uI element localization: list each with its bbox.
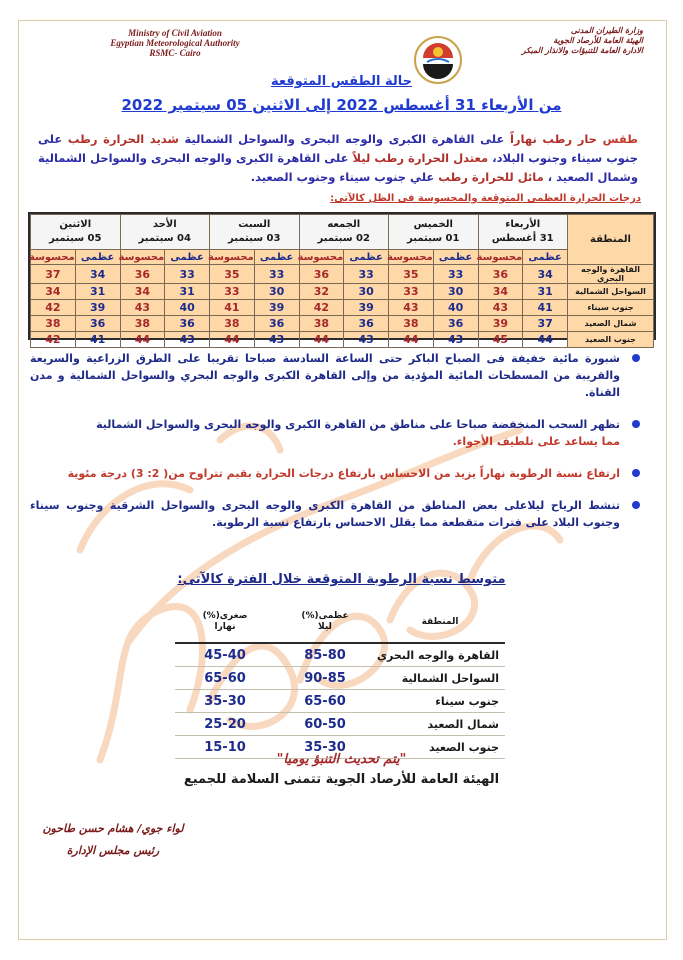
temp-table-caption: درجات الحرارة العظمى المتوقعة والمحسوسة فى الظل كالآتى: [330,193,641,204]
region-cell: جنوب سيناء [568,300,654,316]
felt-temp-cell: 36 [120,265,165,284]
note-item [30,350,642,401]
max-temp-cell: 43 [344,332,389,348]
day-name: السبت [238,219,271,230]
day-date: 03 سبتمبر [228,233,281,244]
update-note: "يتم تحديث التنبؤ يوميا" [276,752,407,767]
max-temp-cell: 33 [433,265,478,284]
max-temp-cell: 41 [523,300,568,316]
desc-part: على القاهرة الكبرى والوجه البحرى والسواحل الشمالية وشمال الصعيد ، [38,151,638,184]
felt-temp-cell: 35 [210,265,255,284]
day-name: الاثنين [59,219,92,230]
max-temp-cell: 41 [75,332,120,348]
max-temp-cell: 33 [344,265,389,284]
region-header: المنطقة [568,215,654,265]
day-name: الجمعه [327,219,361,230]
felt-temp-cell: 43 [389,300,434,316]
day-date: 05 سبتمبر [49,233,102,244]
max-temp-cell: 40 [165,300,210,316]
temperature-grid [30,214,654,348]
max-temp-cell: 44 [523,332,568,348]
felt-temp-cell: 38 [31,316,76,332]
header-en-line: Egyptian Meteorological Authority [110,38,240,48]
note-item [30,465,642,482]
safety-wish: الهيئة العامة للأرصاد الجوية تتمنى السلامة للجميع [183,772,500,787]
max-temp-cell: 40 [433,300,478,316]
max-temp-cell: 36 [165,316,210,332]
felt-temp-cell: 42 [31,300,76,316]
humidity-min: 65-60 [175,667,275,690]
max-temp-cell: 30 [344,284,389,300]
max-temp-cell: 36 [433,316,478,332]
felt-temp-cell: 39 [478,316,523,332]
day-header [31,215,121,250]
humidity-min-header [175,602,275,643]
humidity-max: 65-60 [275,690,375,713]
note-text: شبورة مائية خفيفة فى الصباح الباكر حتى الساعة السادسة صباحا تقريبا على الطرق الزراعية والسريعة والقريبة من المسطحات المائية المؤدية من وإلى القاهرة الكبرى والوجه البحري والسواحل الشمالية و مدن القناة. [30,352,620,399]
bullet-dot-icon [632,501,640,509]
max-label: عظمى [165,250,210,265]
desc-part: مائل للحرارة رطب [438,170,544,184]
max-label: عظمى [523,250,568,265]
humidity-table [175,602,505,759]
signature-title: رئيس مجلس الإدارة [66,844,160,857]
humidity-max: 90-85 [275,667,375,690]
header-en-line: RSMC- Cairo [149,48,201,58]
forecast-period: من الأربعاء 31 أغسطس 2022 إلى الاثنين 05 سبتمبر 2022 [121,96,562,114]
humidity-max: 60-50 [275,713,375,736]
table-row [31,300,654,316]
felt-temp-cell: 34 [31,284,76,300]
day-name: الأحد [152,219,177,230]
humidity-region: شمال الصعيد [375,713,505,736]
max-temp-cell: 36 [344,316,389,332]
day-name: الخميس [413,219,453,230]
day-date: 01 سبتمبر [407,233,460,244]
desc-part: على جنوب سيناء وجنوب البلاد، [38,132,638,165]
header-ar [443,26,643,56]
day-header [210,215,300,250]
desc-part: معتدل الحرارة رطب ليلاً [352,151,489,165]
max-label: عظمى [75,250,120,265]
max-temp-cell: 30 [433,284,478,300]
note-text: تظهر السحب المنخفضة صباحا على مناطق من القاهرة الكبرى والوجه البحرى والسواحل الشمالية [96,418,620,431]
humidity-region: جنوب الصعيد [375,736,505,759]
table-row [175,667,505,690]
max-temp-cell: 31 [165,284,210,300]
felt-temp-cell: 34 [120,284,165,300]
humidity-min: 35-30 [175,690,275,713]
note-text: ارتفاع نسبة الرطوبة نهاراً يزيد من الاحساس بارتفاع درجات الحرارة بقيم تتراوح من( 2: 3) درجة مئوية [67,467,620,480]
header-text: عظمى(%) [301,611,349,621]
desc-part: حار رطب نهاراً [509,132,597,146]
felt-temp-cell: 44 [120,332,165,348]
header-en [70,28,280,58]
humidity-max: 35-30 [275,736,375,759]
felt-temp-cell: 41 [210,300,255,316]
felt-label: محسوسة [476,251,523,263]
table-row [31,284,654,300]
felt-temp-cell: 35 [389,265,434,284]
max-temp-cell: 31 [523,284,568,300]
day-header [120,215,210,250]
day-date: 31 أغسطس [491,233,554,244]
page-title: حالة الطقس المتوقعة [270,74,413,89]
felt-temp-cell: 34 [478,284,523,300]
bullet-dot-icon [632,354,640,362]
day-header [478,215,568,250]
humidity-max: 85-80 [275,643,375,667]
humidity-region: السواحل الشمالية [375,667,505,690]
temperature-rows [31,265,654,348]
bullet-dot-icon [632,420,640,428]
max-label: عظمى [433,250,478,265]
humidity-min: 15-10 [175,736,275,759]
felt-label: محسوسة [297,251,344,263]
max-temp-cell: 34 [75,265,120,284]
felt-label: محسوسة [387,251,433,263]
table-row [175,643,505,667]
day-name: الأربعاء [505,219,541,230]
table-row [31,332,654,348]
felt-temp-cell: 33 [389,284,434,300]
desc-part: طقس [602,132,638,146]
max-label: عظمى [254,250,299,265]
humidity-region: جنوب سيناء [375,690,505,713]
humidity-title [0,572,683,587]
humidity-region-header: المنطقة [375,602,505,643]
felt-temp-cell: 43 [478,300,523,316]
felt-label: محسوسة [118,251,165,263]
felt-temp-cell: 38 [120,316,165,332]
max-temp-cell: 33 [165,265,210,284]
felt-temp-cell: 36 [478,265,523,284]
max-temp-cell: 43 [254,332,299,348]
day-header [299,215,389,250]
max-temp-cell: 36 [254,316,299,332]
max-temp-cell: 39 [75,300,120,316]
felt-temp-cell: 42 [299,300,344,316]
felt-temp-cell: 38 [210,316,255,332]
table-row [175,713,505,736]
header-text: ليلا [318,622,332,632]
felt-temp-cell: 37 [31,265,76,284]
note-item [30,497,642,531]
max-temp-cell: 31 [75,284,120,300]
felt-temp-cell: 38 [389,316,434,332]
weather-description [38,130,638,187]
header-ar-line: الادارة العامة للتنبؤات والانذار المبكر [521,46,643,55]
day-header [389,215,479,250]
felt-temp-cell: 38 [299,316,344,332]
note-item [30,416,642,450]
region-cell: القاهرة والوجه البحري [568,265,654,284]
max-temp-cell: 30 [254,284,299,300]
signature-name: لواء جوي/ هشام حسن طاحون [42,822,184,835]
max-temp-cell: 43 [165,332,210,348]
felt-temp-cell: 44 [299,332,344,348]
max-temp-cell: 36 [75,316,120,332]
header-ar-line: وزارة الطيران المدنى [570,26,643,35]
signature-block [38,818,188,862]
felt-temp-cell: 44 [389,332,434,348]
max-temp-cell: 39 [254,300,299,316]
note-text: مما يساعد على تلطيف الأجواء. [452,435,620,448]
desc-part: علي جنوب سيناء وجنوب الصعيد. [250,170,439,184]
header-ar-line: الهيئة العامة للأرصاد الجوية [553,36,643,45]
humidity-min: 45-40 [175,643,275,667]
max-temp-cell: 43 [433,332,478,348]
notes-list [30,350,642,546]
bullet-dot-icon [632,469,640,477]
felt-temp-cell: 33 [210,284,255,300]
max-temp-cell: 37 [523,316,568,332]
max-temp-cell: 33 [254,265,299,284]
humidity-region: القاهرة والوجه البحري [375,643,505,667]
max-temp-cell: 34 [523,265,568,284]
felt-label: محسوسة [29,251,75,263]
table-row [31,316,654,332]
humidity-title-text: متوسط نسبة الرطوبة المتوقعة خلال الفترة كالآتى: [177,572,506,587]
felt-label: محسوسة [208,251,254,263]
humidity-min: 25-20 [175,713,275,736]
header-en-line: Ministry of Civil Aviation [128,28,222,38]
region-cell: شمال الصعيد [568,316,654,332]
felt-temp-cell: 44 [210,332,255,348]
region-cell: السواحل الشمالية [568,284,654,300]
region-cell: جنوب الصعيد [568,332,654,348]
felt-temp-cell: 43 [120,300,165,316]
felt-temp-cell: 36 [299,265,344,284]
header-text: صغرى(%) [202,611,248,621]
humidity-max-header [275,602,375,643]
table-row [175,690,505,713]
note-text: تنشط الرياح ليلاعلى بعض المناطق من القاهرة الكبرى والوجه البحرى والسواحل الشرقية وجنوب سيناء وجنوب البلاد على فترات متقطعة مما يقلل الاحساس بارتفاع نسبة الرطوبة. [30,499,620,529]
felt-temp-cell: 32 [299,284,344,300]
desc-part: شديد الحرارة رطب [67,132,179,146]
header-text: نهارا [214,622,236,632]
day-date: 04 سبتمبر [138,233,191,244]
table-row [31,265,654,284]
felt-temp-cell: 42 [31,332,76,348]
max-label: عظمى [344,250,389,265]
day-date: 02 سبتمبر [317,233,370,244]
felt-temp-cell: 45 [478,332,523,348]
desc-part: على القاهرة الكبرى والوجه البحرى والسواحل الشمالية [178,132,510,146]
temperature-table [28,212,656,346]
max-temp-cell: 39 [344,300,389,316]
